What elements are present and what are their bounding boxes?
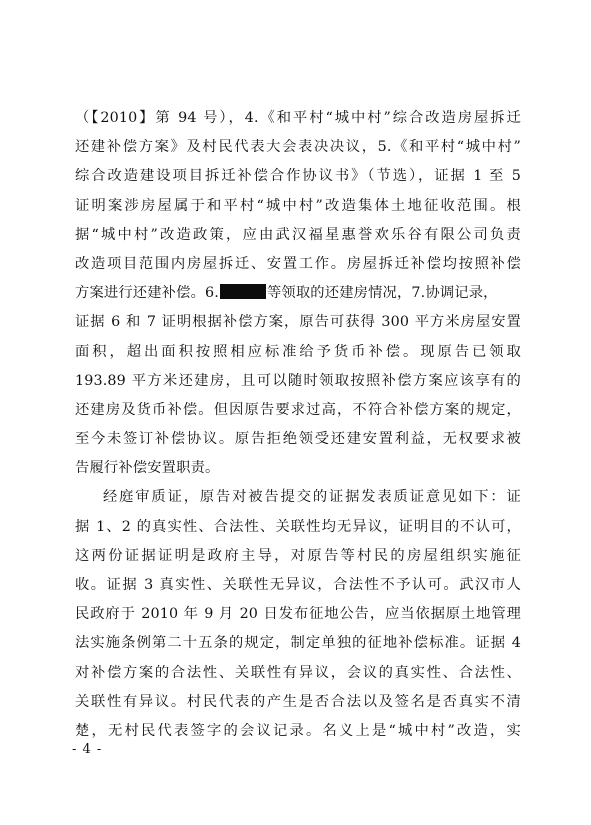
text-line-19: 法实施条例第二十五条的规定，制定单独的征地补偿标准。证据 4 (75, 635, 521, 652)
text-line-10: 193.89 平方米还建房，且可以随时领取按照补偿方案应该享有的 (75, 372, 521, 389)
text-line-11: 还建房及货币补偿。但因原告要求过高，不符合补偿方案的规定， (75, 401, 521, 418)
page-number: - 4 - (72, 742, 103, 757)
text-line-20: 对补偿方案的合法性、关联性有异议，会议的真实性、合法性、 (75, 664, 521, 681)
text-line-2: 还建补偿方案》及村民代表大会表决决议，5.《和平村“城中村” (75, 139, 521, 156)
text-line-6: 改造项目范围内房屋拆迁、安置工作。房屋拆迁补偿均按照补偿 (75, 255, 521, 272)
text-line-5: 据“城中村”改造政策，应由武汉福星惠誉欢乐谷有限公司负责 (75, 226, 521, 243)
text-line-1: （【2010】第 94 号），4.《和平村“城中村”综合改造房屋拆迁 (75, 110, 521, 126)
text-line-18: 民政府于 2010 年 9 月 20 日发布征地公告，应当依据原土地管理 (75, 606, 521, 623)
document-body (75, 104, 521, 746)
text-line-8: 证据 6 和 7 证明根据补偿方案，原告可获得 300 平方米房屋安置 (75, 314, 521, 331)
text-line-7-before: 方案进行还建补偿。6. (75, 285, 219, 302)
text-line-15: 据 1、2 的真实性、合法性、关联性均无异议，证明目的不认可， (75, 518, 521, 535)
text-line-14: 经庭审质证，原告对被告提交的证据发表质证意见如下：证 (103, 489, 521, 506)
text-line-13: 告履行补偿安置职责。 (75, 460, 220, 477)
text-line-21: 关联性有异议。村民代表的产生是否合法以及签名是否真实不清 (75, 693, 521, 710)
text-line-16: 这两份证据证明是政府主导，对原告等村民的房屋组织实施征 (75, 547, 521, 564)
text-line-7 (75, 279, 521, 308)
text-line-7-after: 等领取的还建房情况，7.协调记录， (266, 285, 498, 302)
text-line-4: 证明案涉房屋属于和平村“城中村”改造集体土地征收范围。根 (75, 197, 521, 214)
text-line-3: 综合改造建设项目拆迁补偿合作协议书》（节选），证据 1 至 5 (75, 168, 521, 185)
redaction-block (220, 284, 266, 299)
text-line-12: 至今未签订补偿协议。原告拒绝领受还建安置利益，无权要求被 (75, 431, 521, 448)
text-line-9: 面积，超出面积按照相应标准给予货币补偿。现原告已领取 (75, 343, 521, 360)
text-line-22: 楚，无村民代表签字的会议记录。名义上是“城中村”改造，实 (75, 722, 521, 739)
text-line-17: 收。证据 3 真实性、关联性无异议，合法性不予认可。武汉市人 (75, 577, 521, 593)
